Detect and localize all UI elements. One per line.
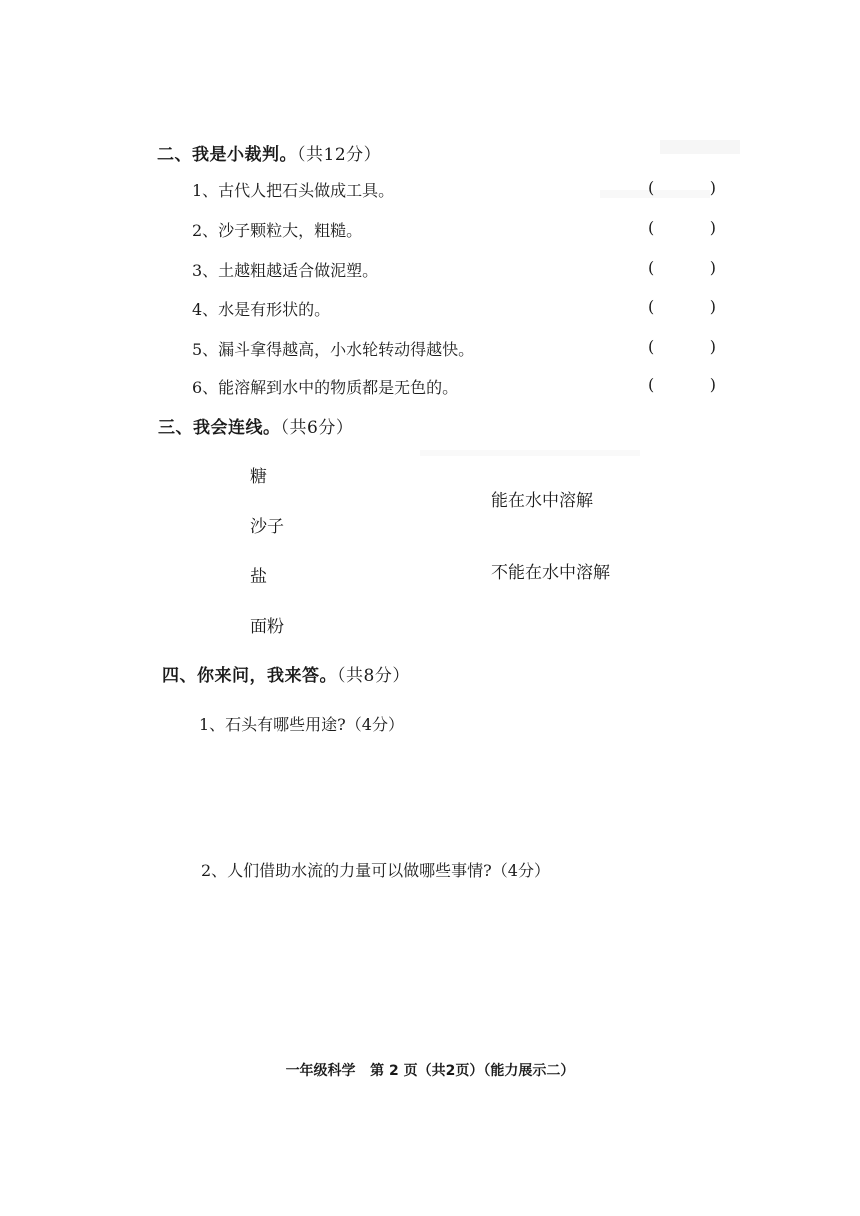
match-right-item[interactable]: 不能在水中溶解 (491, 563, 610, 583)
answer-space-2[interactable] (199, 890, 699, 1040)
judge-item-6: 6、能溶解到水中的物质都是无色的。 (192, 378, 459, 397)
page-footer: 一年级科学 第 2 页（共2页）（能力展示二） (285, 1063, 575, 1079)
paren-close: ) (709, 178, 716, 197)
section-4-heading (162, 661, 410, 686)
section-3-score: （共6分） (280, 418, 354, 438)
answer-paren-3[interactable] (648, 258, 716, 277)
paren-open: ( (648, 297, 655, 316)
match-left-item[interactable]: 沙子 (250, 517, 284, 537)
judge-item-1: 1、古代人把石头做成工具。 (192, 181, 395, 200)
judge-item-2: 2、沙子颗粒大，粗糙。 (192, 221, 363, 240)
match-left-item[interactable]: 面粉 (250, 617, 284, 637)
answer-paren-5[interactable] (648, 337, 716, 356)
show-through-mark (660, 140, 740, 154)
answer-paren-4[interactable] (648, 297, 716, 316)
match-right-item[interactable]: 能在水中溶解 (491, 491, 593, 511)
section-3-heading (158, 413, 353, 438)
match-left-item[interactable]: 糖 (250, 467, 267, 487)
judge-item-4: 4、水是有形状的。 (192, 300, 331, 319)
paren-open: ( (648, 337, 655, 356)
paren-close: ) (709, 218, 716, 237)
paren-open: ( (648, 375, 655, 394)
paren-open: ( (648, 258, 655, 277)
answer-paren-1[interactable] (648, 178, 716, 197)
paren-open: ( (648, 178, 655, 197)
section-2-title: 二、我是小裁判。 (157, 145, 297, 165)
paren-close: ) (709, 375, 716, 394)
question-2: 2、人们借助水流的力量可以做哪些事情?（4分） (201, 861, 550, 880)
show-through-mark (420, 450, 640, 456)
answer-paren-6[interactable] (648, 375, 716, 394)
section-3-title: 三、我会连线。 (158, 418, 281, 438)
judge-item-5: 5、漏斗拿得越高，小水轮转动得越快。 (192, 340, 475, 359)
paren-close: ) (709, 258, 716, 277)
answer-space-1[interactable] (199, 740, 699, 840)
answer-paren-2[interactable] (648, 218, 716, 237)
judge-item-3: 3、土越粗越适合做泥塑。 (192, 261, 379, 280)
section-4-score: （共8分） (337, 666, 410, 686)
match-left-item[interactable]: 盐 (250, 567, 267, 587)
paren-close: ) (709, 297, 716, 316)
section-4-title: 四、你来问，我来答。 (162, 666, 337, 686)
question-1: 1、石头有哪些用途?（4分） (199, 715, 404, 734)
paren-open: ( (648, 218, 655, 237)
section-2-score: （共12分） (297, 145, 382, 165)
paren-close: ) (709, 337, 716, 356)
section-2-heading (157, 140, 381, 165)
